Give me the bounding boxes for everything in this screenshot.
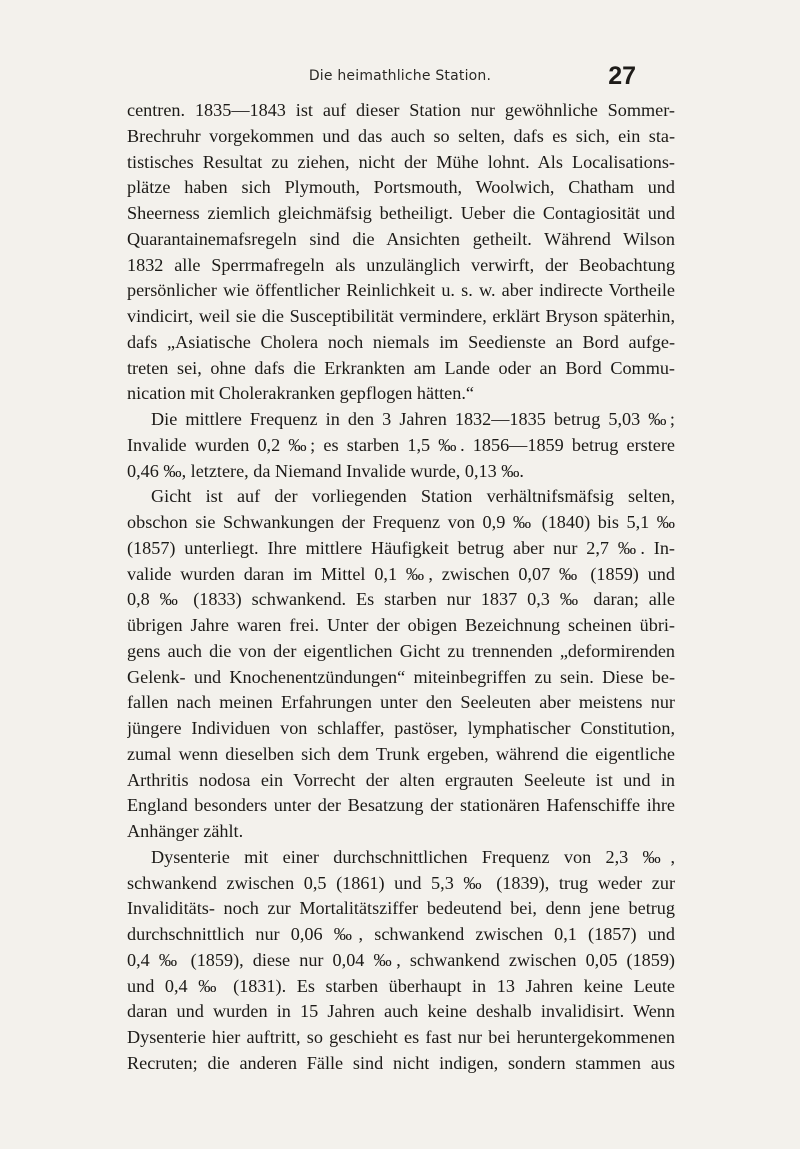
- text-line: obschon sie Schwankungen der Frequenz von 0,9 ‰ (1840) bis 5,1 ‰: [127, 512, 675, 532]
- text-line: Die mittlere Frequenz in den 3 Jahren 1832—1835 betrug 5,03 ‰;: [151, 409, 675, 429]
- text-line: schwankend zwischen 0,5 (1861) und 5,3 ‰ (1839), trug weder zur: [127, 872, 675, 893]
- text-line: Recruten; die anderen Fälle sind nicht indigen, sondern stammen aus: [127, 1052, 675, 1073]
- text-line: durchschnittlich nur 0,06 ‰, schwankend zwischen 0,1 (1857) und: [127, 924, 675, 944]
- text-line: fallen nach meinen Erfahrungen unter den Seeleuten aber meistens nur: [127, 692, 675, 713]
- text-line: übrigen Jahre waren frei. Unter der obigen Bezeichnung scheinen übri-: [127, 615, 675, 635]
- text-line: gens auch die von der eigentlichen Gicht zu trennenden „deformirenden: [127, 640, 675, 661]
- text-line: nication mit Cholerakranken gepflogen hätten.“: [127, 383, 474, 404]
- text-line: treten sei, ohne dafs die Erkrankten am Lande oder an Bord Commu-: [127, 357, 675, 378]
- text-line: 0,46 ‰, letztere, da Niemand Invalide wurde, 0,13 ‰.: [127, 460, 524, 481]
- text-line: persönlicher wie öffentlicher Reinlichkeit u. s. w. aber indirecte Vortheile: [127, 280, 675, 301]
- text-line: Invalide wurden 0,2 ‰; es starben 1,5 ‰. 1856—1859 betrug erstere: [127, 434, 675, 455]
- page-number: 27: [608, 62, 636, 90]
- text-line: zumal wenn dieselben sich dem Trunk ergeben, während die eigentliche: [127, 743, 675, 764]
- text-line: vindicirt, weil sie die Susceptibilität vermindere, erklärt Bryson späterhin,: [127, 306, 675, 326]
- text-line: Sheerness ziemlich gleichmäfsig betheiligt. Ueber die Contagiosität und: [127, 203, 675, 223]
- text-line: England besonders unter der Besatzung der stationären Hafenschiffe ihre: [127, 795, 675, 816]
- text-line: 1832 alle Sperrmafregeln als unzulänglich verwirft, der Beobachtung: [127, 254, 675, 275]
- text-line: centren. 1835—1843 ist auf dieser Station nur gewöhnliche Sommer-: [127, 100, 675, 120]
- text-line: tistisches Resultat zu ziehen, nicht der Mühe lohnt. Als Localisations-: [127, 151, 675, 172]
- text-line: Dysenterie hier auftritt, so geschieht es fast nur bei heruntergekommenen: [127, 1027, 675, 1047]
- text-line: plätze haben sich Plymouth, Portsmouth, Woolwich, Chatham und: [127, 177, 675, 198]
- text-line: Gicht ist auf der vorliegenden Station verhältnifsmäfsig selten,: [151, 486, 675, 507]
- body-text: [127, 98, 675, 1077]
- text-line: daran und wurden in 15 Jahren auch keine deshalb invalidisirt. Wenn: [127, 1001, 675, 1022]
- text-line: und 0,4 ‰ (1831). Es starben überhaupt in 13 Jahren keine Leute: [127, 975, 675, 996]
- running-head: [0, 62, 800, 96]
- text-line: Invaliditäts- noch zur Mortalitätsziffer bedeutend bei, denn jene betrug: [127, 898, 675, 919]
- text-line: Brechruhr vorgekommen und das auch so selten, dafs es sich, ein sta-: [127, 125, 675, 146]
- text-line: Gelenk- und Knochenentzündungen“ miteinbegriffen zu sein. Diese be-: [127, 666, 675, 687]
- text-line: Arthritis nodosa ein Vorrecht der alten ergrauten Seeleute ist und in: [127, 769, 675, 790]
- text-line: jüngere Individuen von schlaffer, pastöser, lymphatischer Constitution,: [127, 718, 675, 738]
- running-title: Die heimathliche Station.: [308, 68, 492, 84]
- text-line: dafs „Asiatische Cholera noch niemals im Seedienste an Bord aufge-: [127, 331, 675, 352]
- text-line: Quarantainemafsregeln sind die Ansichten getheilt. Während Wilson: [127, 228, 675, 249]
- text-line: 0,8 ‰ (1833) schwankend. Es starben nur 1837 0,3 ‰ daran; alle: [127, 589, 675, 610]
- text-line: (1857) unterliegt. Ihre mittlere Häufigkeit betrug aber nur 2,7 ‰. In-: [127, 537, 675, 558]
- text-line: Anhänger zählt.: [127, 821, 244, 841]
- text-line: Dysenterie mit einer durchschnittlichen Frequenz von 2,3 ‰,: [151, 846, 675, 867]
- text-line: valide wurden daran im Mittel 0,1 ‰, zwischen 0,07 ‰ (1859) und: [127, 563, 675, 584]
- text-line: 0,4 ‰ (1859), diese nur 0,04 ‰, schwankend zwischen 0,05 (1859): [127, 949, 675, 970]
